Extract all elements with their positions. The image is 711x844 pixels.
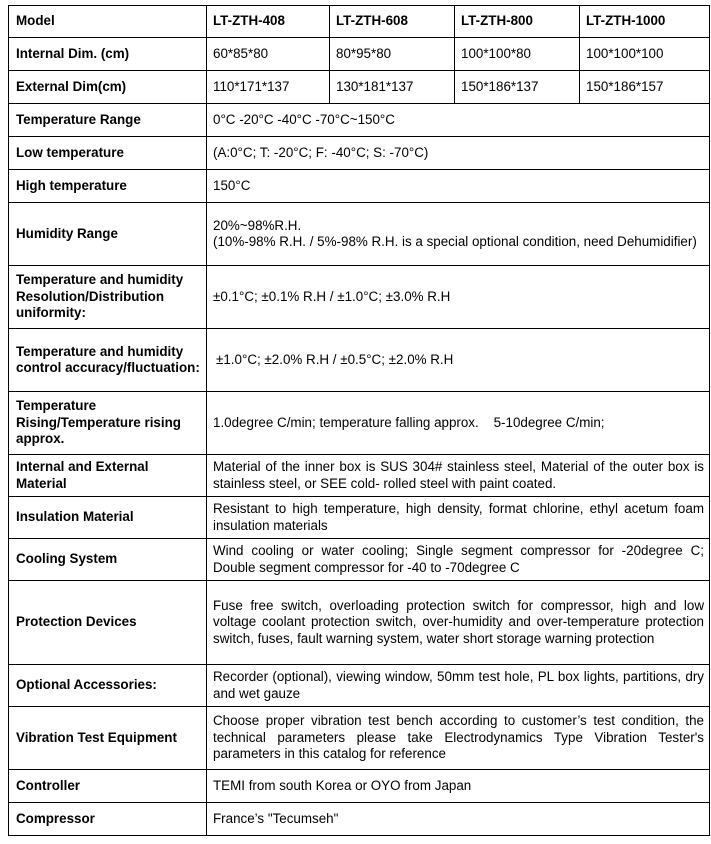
- table-row: [9, 665, 710, 707]
- row-value: Recorder (optional), viewing window, 50mm test hole, PL box lights, partitions, dry and wet gauze: [207, 665, 710, 707]
- row-value: 80*95*80: [330, 38, 455, 71]
- model-name: LT-ZTH-800: [455, 6, 580, 38]
- row-value: 150°C: [207, 170, 710, 203]
- row-value: 150*186*157: [580, 71, 710, 104]
- spec-table: [8, 5, 710, 836]
- row-label: Internal Dim. (cm): [9, 38, 207, 71]
- row-value: 100*100*100: [580, 38, 710, 71]
- internal-dim-row: [9, 38, 710, 71]
- table-row: [9, 392, 710, 455]
- external-dim-row: [9, 71, 710, 104]
- row-label: Temperature and humidity control accuracy/fluctuation:: [9, 329, 207, 392]
- table-row: [9, 455, 710, 497]
- row-label: Internal and External Material: [9, 455, 207, 497]
- table-row: [9, 203, 710, 266]
- row-value: Wind cooling or water cooling; Single segment compressor for -20degree C; Double segment compressor for -40 to -70degree C: [207, 539, 710, 581]
- row-value: ±0.1°C; ±0.1% R.H / ±1.0°C; ±3.0% R.H: [207, 266, 710, 329]
- row-value: TEMI from south Korea or OYO from Japan: [207, 770, 710, 803]
- row-label: Insulation Material: [9, 497, 207, 539]
- row-value: Fuse free switch, overloading protection switch for compressor, high and low voltage coolant protection switch, over-humidity and over-temperature protection switch, fuses, fault warning system, water short storage warning protection: [207, 581, 710, 665]
- table-row: [9, 707, 710, 770]
- table-row: [9, 539, 710, 581]
- row-label: Temperature Range: [9, 104, 207, 137]
- model-name: LT-ZTH-1000: [580, 6, 710, 38]
- row-value: 0°C -20°C -40°C -70°C~150°C: [207, 104, 710, 137]
- header-row: [9, 6, 710, 38]
- row-label: Temperature Rising/Temperature rising approx.: [9, 392, 207, 455]
- row-label: High temperature: [9, 170, 207, 203]
- row-value: 110*171*137: [207, 71, 330, 104]
- row-value: 130*181*137: [330, 71, 455, 104]
- row-label: Vibration Test Equipment: [9, 707, 207, 770]
- model-name: LT-ZTH-608: [330, 6, 455, 38]
- table-row: [9, 329, 710, 392]
- row-value: Material of the inner box is SUS 304# stainless steel, Material of the outer box is stainless steel, or SEE cold- rolled steel with paint coated.: [207, 455, 710, 497]
- table-row: [9, 581, 710, 665]
- humidity-line-1: 20%~98%R.H.: [213, 217, 302, 233]
- row-label: Humidity Range: [9, 203, 207, 266]
- row-label: Compressor: [9, 803, 207, 836]
- row-value: 100*100*80: [455, 38, 580, 71]
- row-label: Controller: [9, 770, 207, 803]
- row-value: ±1.0°C; ±2.0% R.H / ±0.5°C; ±2.0% R.H: [207, 329, 710, 392]
- model-name: LT-ZTH-408: [207, 6, 330, 38]
- row-value: [207, 203, 710, 266]
- humidity-line-2: (10%-98% R.H. / 5%-98% R.H. is a special optional condition, need Dehumidifier): [213, 234, 697, 249]
- table-row: [9, 104, 710, 137]
- table-row: [9, 497, 710, 539]
- table-row: [9, 803, 710, 836]
- row-label: Temperature and humidity Resolution/Distribution uniformity:: [9, 266, 207, 329]
- row-label: Optional Accessories:: [9, 665, 207, 707]
- model-label: Model: [9, 6, 207, 38]
- table-row: [9, 137, 710, 170]
- row-label: Protection Devices: [9, 581, 207, 665]
- row-value: 150*186*137: [455, 71, 580, 104]
- row-value: 60*85*80: [207, 38, 330, 71]
- row-value: France’s "Tecumseh": [207, 803, 710, 836]
- row-value: 1.0degree C/min; temperature falling approx. 5-10degree C/min;: [207, 392, 710, 455]
- row-value: (A:0°C; T: -20°C; F: -40°C; S: -70°C): [207, 137, 710, 170]
- row-label: Low temperature: [9, 137, 207, 170]
- table-row: [9, 170, 710, 203]
- row-label: External Dim(cm): [9, 71, 207, 104]
- table-row: [9, 770, 710, 803]
- row-value: Choose proper vibration test bench according to customer’s test condition, the technical parameters please take Electrodynamics Type Vibration Tester's parameters in this catalog for reference: [207, 707, 710, 770]
- table-row: [9, 266, 710, 329]
- row-label: Cooling System: [9, 539, 207, 581]
- row-value: Resistant to high temperature, high density, format chlorine, ethyl acetum foam insulation materials: [207, 497, 710, 539]
